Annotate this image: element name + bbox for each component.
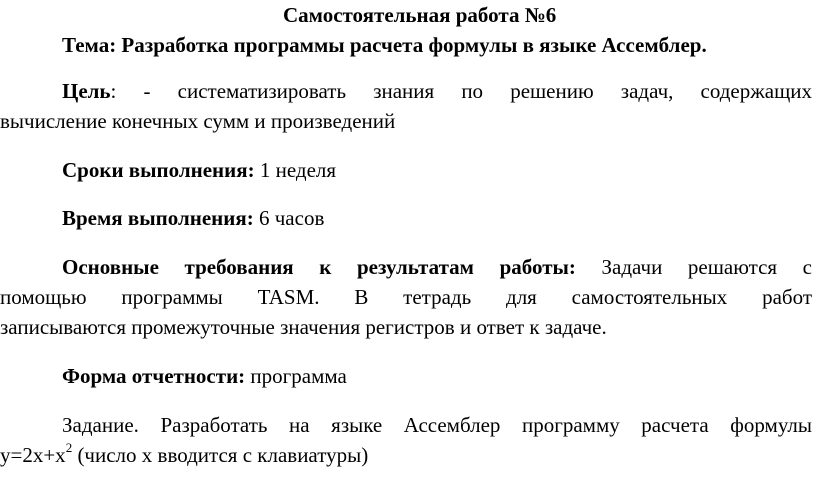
deadline-label: Сроки выполнения: <box>62 158 255 182</box>
task-formula-exponent: 2 <box>65 440 73 455</box>
deadline-value: 1 неделя <box>254 158 337 182</box>
goal-text-line1: : - систематизировать знания по решению задач, содержащих <box>110 79 812 103</box>
goal-paragraph <box>0 78 812 104</box>
task-formula-base: y=2x+x <box>0 443 66 467</box>
goal-label: Цель <box>62 79 111 103</box>
report-form-label: Форма отчетности: <box>62 364 246 388</box>
requirements-label: Основные требования к результатам работы: <box>62 255 576 279</box>
requirements-text-line1: Задачи решаются с <box>575 255 812 279</box>
duration-value: 6 часов <box>253 206 325 230</box>
requirements-paragraph <box>0 254 812 280</box>
document-title: Самостоятельная работа №6 <box>283 3 557 27</box>
topic-line: Тема: Разработка программы расчета формулы в языке Ассемблер. <box>62 33 707 57</box>
task-line1: Задание. Разработать на языке Ассемблер программу расчета формулы <box>62 413 812 437</box>
task-line2-rest: (число x вводится с клавиатуры) <box>72 443 369 467</box>
duration-line <box>62 205 324 231</box>
duration-label: Время выполнения: <box>62 206 254 230</box>
report-form-line <box>62 363 347 389</box>
requirements-text-line3: записываются промежуточные значения регистров и ответ к задаче. <box>0 315 607 339</box>
goal-text-line2: вычисление конечных сумм и произведений <box>0 109 396 133</box>
requirements-text-line2: помощью программы TASM. В тетрадь для самостоятельных работ <box>0 285 812 309</box>
deadline-line <box>62 157 336 183</box>
task-line2 <box>0 442 368 468</box>
report-form-value: программа <box>245 364 347 388</box>
